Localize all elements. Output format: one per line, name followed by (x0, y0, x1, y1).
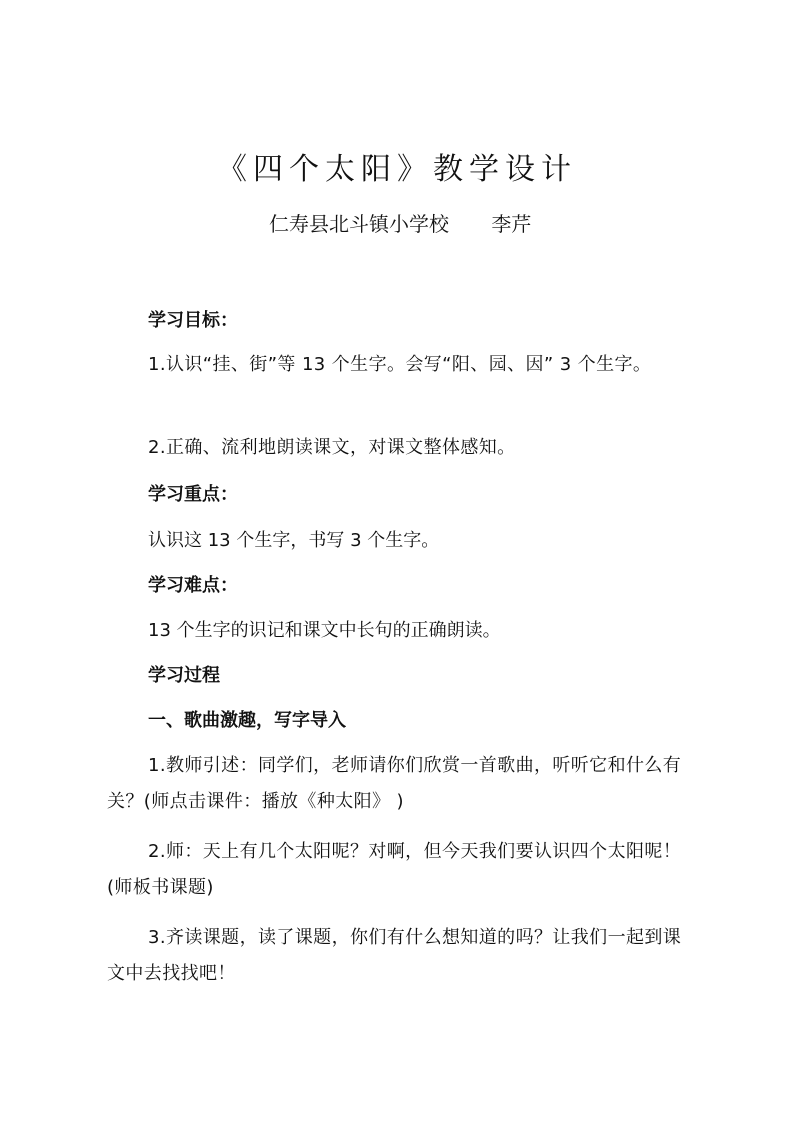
difficulties-heading: 学习难点： (148, 575, 238, 596)
school-name: 仁寿县北斗镇小学校 (269, 212, 449, 236)
objectives-heading: 学习目标： (148, 310, 238, 331)
author-name: 李芹 (491, 212, 532, 236)
objective-item: 1.认识“挂、街”等 13 个生字。会写“阳、园、因” 3 个生字。 (148, 354, 652, 375)
section-heading: 一、歌曲激趣，写字导入 (148, 710, 346, 731)
document-title: 《四个太阳》教学设计 (217, 152, 577, 187)
byline (269, 210, 531, 238)
difficulties-text: 13 个生字的识记和课文中长句的正确朗读。 (148, 620, 501, 641)
key-points-heading: 学习重点： (148, 484, 238, 505)
process-heading: 学习过程 (148, 665, 220, 686)
objective-item: 2.正确、流利地朗读课文，对课文整体感知。 (148, 437, 516, 458)
key-points-text: 认识这 13 个生字，书写 3 个生字。 (148, 530, 440, 551)
process-step: 2.师：天上有几个太阳呢？对啊，但今天我们要认识四个太阳呢！(师板书课题) (107, 841, 682, 898)
process-step: 1.教师引述：同学们，老师请你们欣赏一首歌曲，听听它和什么有关？(师点击课件：播放《种太阳》 ) (107, 755, 682, 812)
process-step: 3.齐读课题，读了课题，你们有什么想知道的吗？让我们一起到课文中去找找吧！ (107, 927, 682, 984)
